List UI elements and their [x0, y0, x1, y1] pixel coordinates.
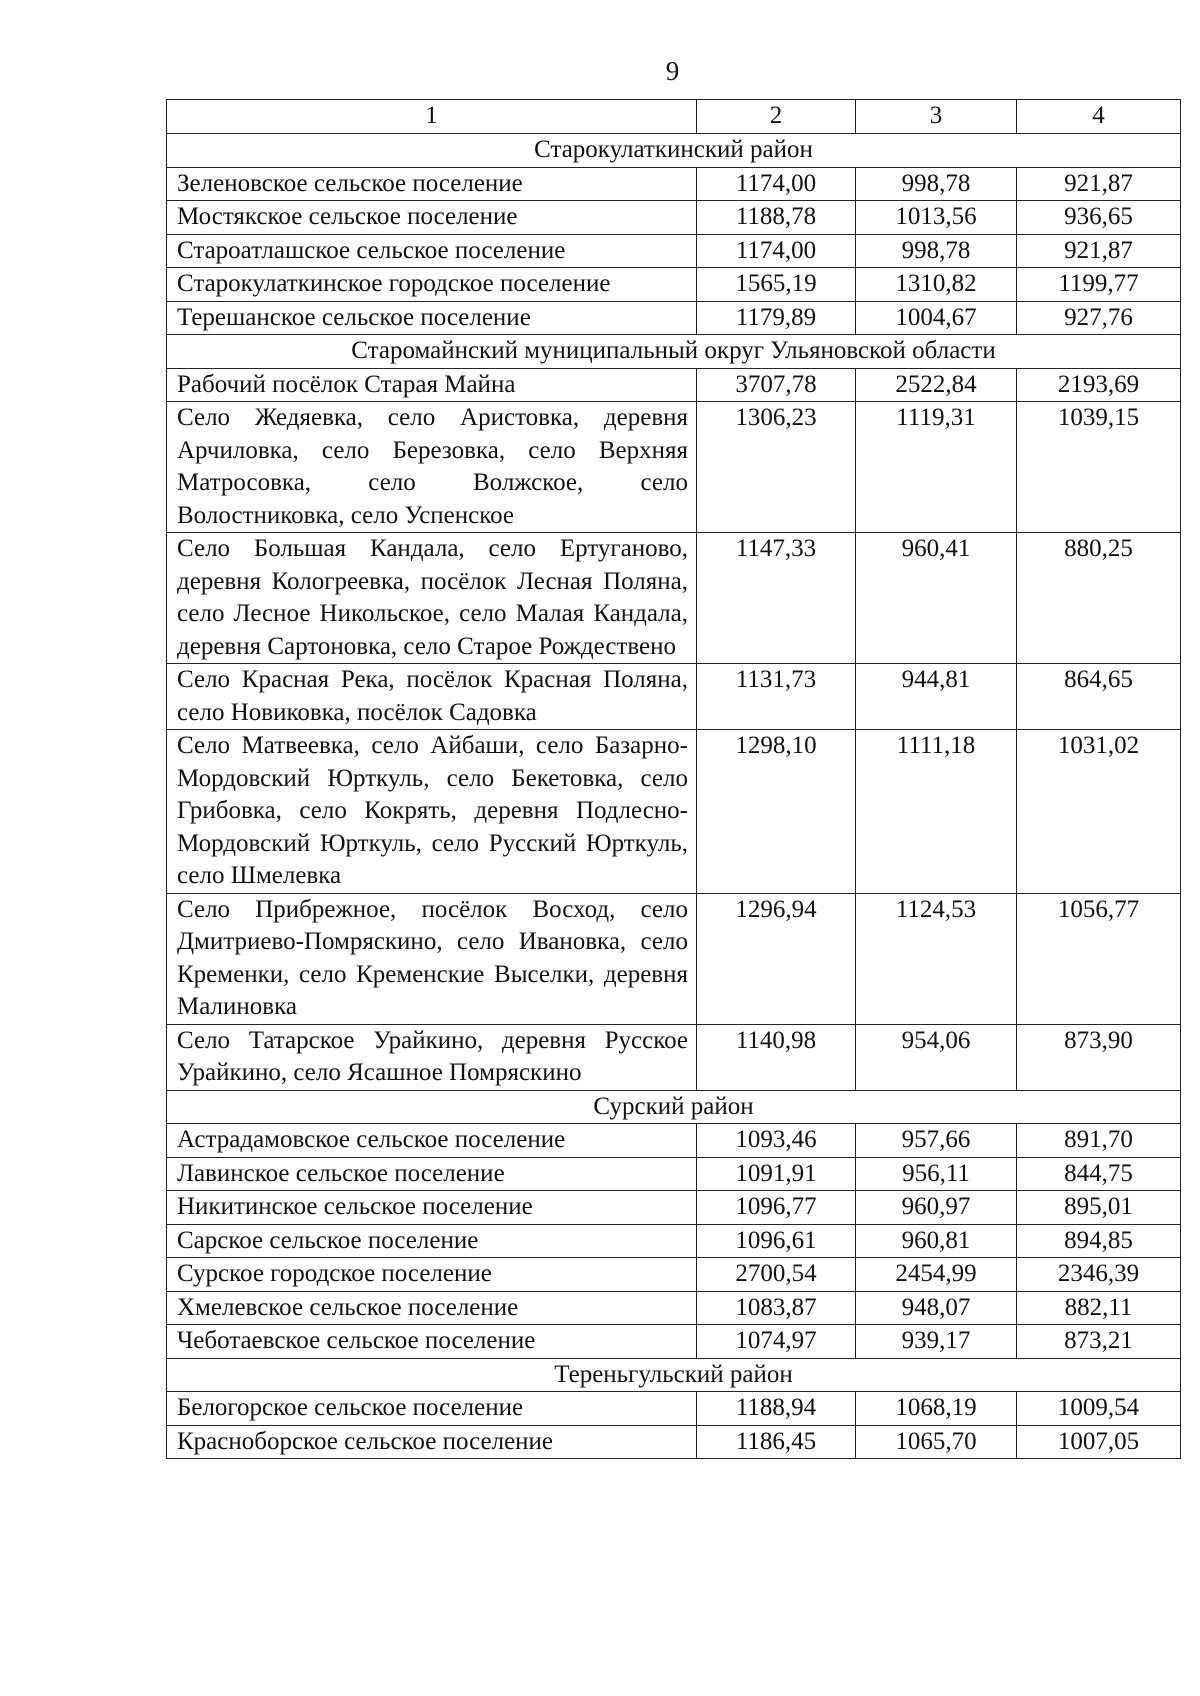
value-cell-col4: 1199,77: [1017, 268, 1181, 302]
header-cell-1: 1: [167, 100, 697, 134]
table-row: [167, 1425, 1181, 1459]
section-title: Тереньгульский район: [167, 1358, 1181, 1392]
settlement-name-cell: Сарское сельское поселение: [167, 1224, 697, 1258]
value-cell-col3: 960,81: [856, 1224, 1017, 1258]
value-cell-col4: 927,76: [1017, 301, 1181, 335]
table-row: [167, 1392, 1181, 1426]
value-cell-col3: 939,17: [856, 1325, 1017, 1359]
table-row: [167, 234, 1181, 268]
table-row: [167, 1024, 1181, 1090]
value-cell-col2: 1306,23: [697, 402, 856, 533]
value-cell-col3: 1065,70: [856, 1425, 1017, 1459]
settlement-name-cell: Хмелевское сельское поселение: [167, 1291, 697, 1325]
value-cell-col3: 960,97: [856, 1191, 1017, 1225]
value-cell-col2: 1186,45: [697, 1425, 856, 1459]
value-cell-col3: 998,78: [856, 167, 1017, 201]
settlement-name-cell: Старокулаткинское городское поселение: [167, 268, 697, 302]
section-row: [167, 1090, 1181, 1124]
section-title: Сурский район: [167, 1090, 1181, 1124]
page-number: 9: [665, 56, 680, 86]
value-cell-col3: 1124,53: [856, 893, 1017, 1024]
table-row: [167, 664, 1181, 730]
value-cell-col4: 1007,05: [1017, 1425, 1181, 1459]
table-row: [167, 1191, 1181, 1225]
value-cell-col4: 891,70: [1017, 1124, 1181, 1158]
table-row: [167, 1157, 1181, 1191]
table-row: [167, 533, 1181, 664]
value-cell-col2: 1188,78: [697, 201, 856, 235]
table-row: [167, 167, 1181, 201]
value-cell-col2: 3707,78: [697, 368, 856, 402]
value-cell-col4: 894,85: [1017, 1224, 1181, 1258]
settlement-name-cell: Село Большая Кандала, село Ертуганово, деревня Кологреевка, посёлок Лесная Поляна, село Лесное Никольское, село Малая Кандала, деревня Сартоновка, село Старое Рождествено: [167, 533, 697, 664]
table-row: [167, 268, 1181, 302]
value-cell-col3: 1119,31: [856, 402, 1017, 533]
section-title: Старомайнский муниципальный округ Ульяновской области: [167, 335, 1181, 369]
section-row: [167, 335, 1181, 369]
value-cell-col4: 873,21: [1017, 1325, 1181, 1359]
settlement-name-cell: Село Матвеевка, село Айбаши, село Базарно-Мордовский Юрткуль, село Бекетовка, село Грибовка, село Кокрять, деревня Подлесно-Мордовский Юрткуль, село Русский Юрткуль, село Шмелевка: [167, 730, 697, 894]
value-cell-col4: 1009,54: [1017, 1392, 1181, 1426]
value-cell-col2: 1074,97: [697, 1325, 856, 1359]
settlement-name-cell: Красноборское сельское поселение: [167, 1425, 697, 1459]
value-cell-col3: 960,41: [856, 533, 1017, 664]
table-row: [167, 1258, 1181, 1292]
header-cell-3: 3: [856, 100, 1017, 134]
value-cell-col4: 921,87: [1017, 234, 1181, 268]
table-row: [167, 730, 1181, 894]
table-row: [167, 301, 1181, 335]
value-cell-col2: 1096,77: [697, 1191, 856, 1225]
value-cell-col3: 956,11: [856, 1157, 1017, 1191]
settlement-name-cell: Никитинское сельское поселение: [167, 1191, 697, 1225]
value-cell-col4: 921,87: [1017, 167, 1181, 201]
value-cell-col3: 998,78: [856, 234, 1017, 268]
value-cell-col3: 1068,19: [856, 1392, 1017, 1426]
section-title: Старокулаткинский район: [167, 134, 1181, 168]
settlement-name-cell: Староатлашское сельское поселение: [167, 234, 697, 268]
value-cell-col2: 1140,98: [697, 1024, 856, 1090]
value-cell-col4: 936,65: [1017, 201, 1181, 235]
header-cell-4: 4: [1017, 100, 1181, 134]
value-cell-col4: 1039,15: [1017, 402, 1181, 533]
table-row: [167, 893, 1181, 1024]
header-row: [167, 100, 1181, 134]
value-cell-col4: 880,25: [1017, 533, 1181, 664]
value-cell-col3: 944,81: [856, 664, 1017, 730]
table-row: [167, 1325, 1181, 1359]
table-row: [167, 402, 1181, 533]
value-cell-col2: 1174,00: [697, 167, 856, 201]
value-cell-col3: 948,07: [856, 1291, 1017, 1325]
tariff-table: [166, 99, 1181, 1459]
value-cell-col4: 873,90: [1017, 1024, 1181, 1090]
value-cell-col3: 1111,18: [856, 730, 1017, 894]
settlement-name-cell: Село Жедяевка, село Аристовка, деревня Арчиловка, село Березовка, село Верхняя Матросовка, село Волжское, село Волостниковка, село Успенское: [167, 402, 697, 533]
table-row: [167, 1224, 1181, 1258]
value-cell-col3: 1310,82: [856, 268, 1017, 302]
section-row: [167, 134, 1181, 168]
settlement-name-cell: Лавинское сельское поселение: [167, 1157, 697, 1191]
value-cell-col4: 1031,02: [1017, 730, 1181, 894]
settlement-name-cell: Чеботаевское сельское поселение: [167, 1325, 697, 1359]
value-cell-col3: 957,66: [856, 1124, 1017, 1158]
value-cell-col2: 1096,61: [697, 1224, 856, 1258]
value-cell-col4: 1056,77: [1017, 893, 1181, 1024]
settlement-name-cell: Село Прибрежное, посёлок Восход, село Дмитриево-Помряскино, село Ивановка, село Кременки, село Кременские Выселки, деревня Малиновка: [167, 893, 697, 1024]
table-row: [167, 368, 1181, 402]
value-cell-col3: 2454,99: [856, 1258, 1017, 1292]
table-row: [167, 1124, 1181, 1158]
value-cell-col3: 1013,56: [856, 201, 1017, 235]
value-cell-col4: 895,01: [1017, 1191, 1181, 1225]
header-cell-2: 2: [697, 100, 856, 134]
table-row: [167, 1291, 1181, 1325]
value-cell-col3: 1004,67: [856, 301, 1017, 335]
value-cell-col3: 954,06: [856, 1024, 1017, 1090]
value-cell-col4: 882,11: [1017, 1291, 1181, 1325]
settlement-name-cell: Мостякское сельское поселение: [167, 201, 697, 235]
settlement-name-cell: Зеленовское сельское поселение: [167, 167, 697, 201]
value-cell-col4: 2346,39: [1017, 1258, 1181, 1292]
value-cell-col2: 1131,73: [697, 664, 856, 730]
section-row: [167, 1358, 1181, 1392]
value-cell-col2: 1147,33: [697, 533, 856, 664]
value-cell-col2: 1298,10: [697, 730, 856, 894]
value-cell-col4: 844,75: [1017, 1157, 1181, 1191]
value-cell-col2: 1565,19: [697, 268, 856, 302]
value-cell-col2: 1091,91: [697, 1157, 856, 1191]
settlement-name-cell: Сурское городское поселение: [167, 1258, 697, 1292]
value-cell-col3: 2522,84: [856, 368, 1017, 402]
settlement-name-cell: Астрадамовское сельское поселение: [167, 1124, 697, 1158]
settlement-name-cell: Село Красная Река, посёлок Красная Поляна, село Новиковка, посёлок Садовка: [167, 664, 697, 730]
table-row: [167, 201, 1181, 235]
settlement-name-cell: Терешанское сельское поселение: [167, 301, 697, 335]
settlement-name-cell: Белогорское сельское поселение: [167, 1392, 697, 1426]
settlement-name-cell: Рабочий посёлок Старая Майна: [167, 368, 697, 402]
value-cell-col2: 1174,00: [697, 234, 856, 268]
value-cell-col2: 1179,89: [697, 301, 856, 335]
settlement-name-cell: Село Татарское Урайкино, деревня Русское Урайкино, село Ясашное Помряскино: [167, 1024, 697, 1090]
value-cell-col2: 1188,94: [697, 1392, 856, 1426]
value-cell-col4: 2193,69: [1017, 368, 1181, 402]
value-cell-col4: 864,65: [1017, 664, 1181, 730]
value-cell-col2: 1296,94: [697, 893, 856, 1024]
value-cell-col2: 1093,46: [697, 1124, 856, 1158]
value-cell-col2: 2700,54: [697, 1258, 856, 1292]
value-cell-col2: 1083,87: [697, 1291, 856, 1325]
